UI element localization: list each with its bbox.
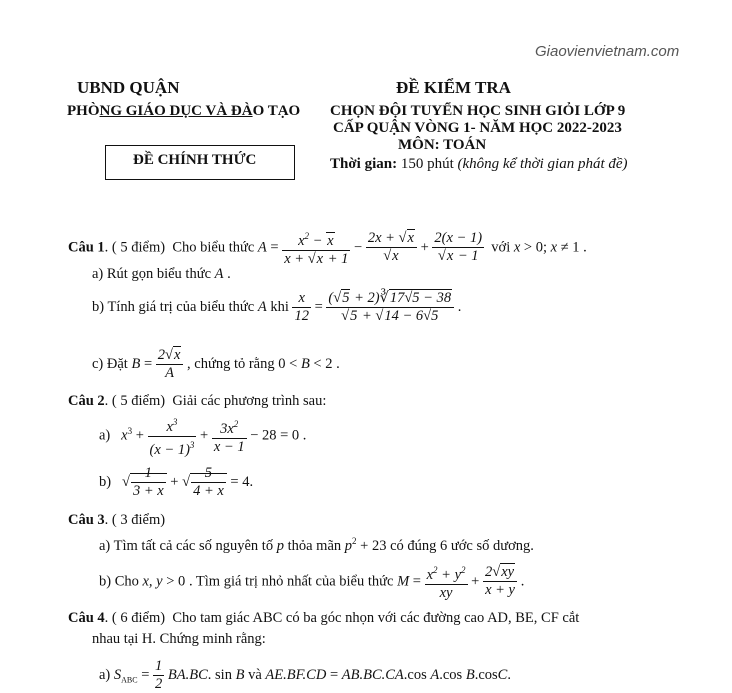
exam-title: ĐỀ KIỂM TRA [396, 78, 511, 97]
q1-line: Câu 1. ( 5 điểm) Cho biểu thức A = $\frac{x^2 - x}{x + √x + 1}$ − $\frac{2x + √x}{√x}$ + $\frac{2(x - 1)}{√x - 1}$ với x > 0; x ≠ 1 . [68, 228, 587, 268]
authority-name: UBND QUẬN [77, 78, 180, 97]
department-name: PHÒNG GIÁO DỤC VÀ ĐÀO TẠO [67, 103, 301, 119]
exam-level: CẤP QUẬN VÒNG 1- NĂM HỌC 2022-2023 [333, 120, 622, 136]
q4-line: Câu 4. ( 6 điểm) Cho tam giác ABC có ba góc nhọn với các đường cao AD, BE, CF cắt [68, 610, 580, 626]
q4-a: a) $S_{ABC}$ = $\frac{1}{2}$ BA.BC. sin B và AE.BF.CD = AB.BC.CA.cos A.cos B.cosC. [99, 658, 511, 692]
official-label: ĐỀ CHÍNH THỨC [133, 152, 257, 168]
q3-line: Câu 3. ( 3 điểm) [68, 512, 166, 528]
q1-a: a) Rút gọn biểu thức A . [92, 266, 231, 282]
q2-b: b) √ $\frac{1}{3 + x}$ + √ $\frac{5}{4 + x}$ = 4. [99, 465, 254, 499]
watermark: Giaovienvietnam.com [535, 43, 680, 60]
q1-c: c) Đặt B = $\frac{2√x}{A}$ , chứng tỏ rằng 0 < B < 2 . [92, 347, 340, 381]
q2-line: Câu 2. ( 5 điểm) Giải các phương trình sau: [68, 393, 327, 409]
q4-line2: nhau tại H. Chứng minh rằng: [92, 631, 266, 647]
q2-a: a) $x^3$ + $\frac{x^3}{(x - 1)^3}$ + $\frac{3x^2}{x - 1}$ − 28 = 0 . [99, 414, 306, 459]
subject: MÔN: TOÁN [398, 137, 487, 153]
exam-subtitle: CHỌN ĐỘI TUYỂN HỌC SINH GIỎI LỚP 9 [330, 103, 626, 119]
q3-a: a) Tìm tất cả các số nguyên tố p thỏa mãn $p^2 + 23$ có đúng 6 ước số dương. [99, 536, 534, 554]
time-allowed: Thời gian: 150 phút (không kể thời gian phát đề) [330, 156, 628, 172]
q3-b: b) Cho x, y > 0 . Tìm giá trị nhỏ nhất của biểu thức M = $\frac{x^2 + y^2}{xy}$ + $\frac{2√xy}{x + y}$ . [99, 562, 524, 602]
q1-b: b) Tính giá trị của biểu thức A khi $\frac{x}{12}$ = $\frac{(√5 + 2)∛17√5 - 38}{√5 + √14 - 6√5}$ . [92, 290, 462, 324]
